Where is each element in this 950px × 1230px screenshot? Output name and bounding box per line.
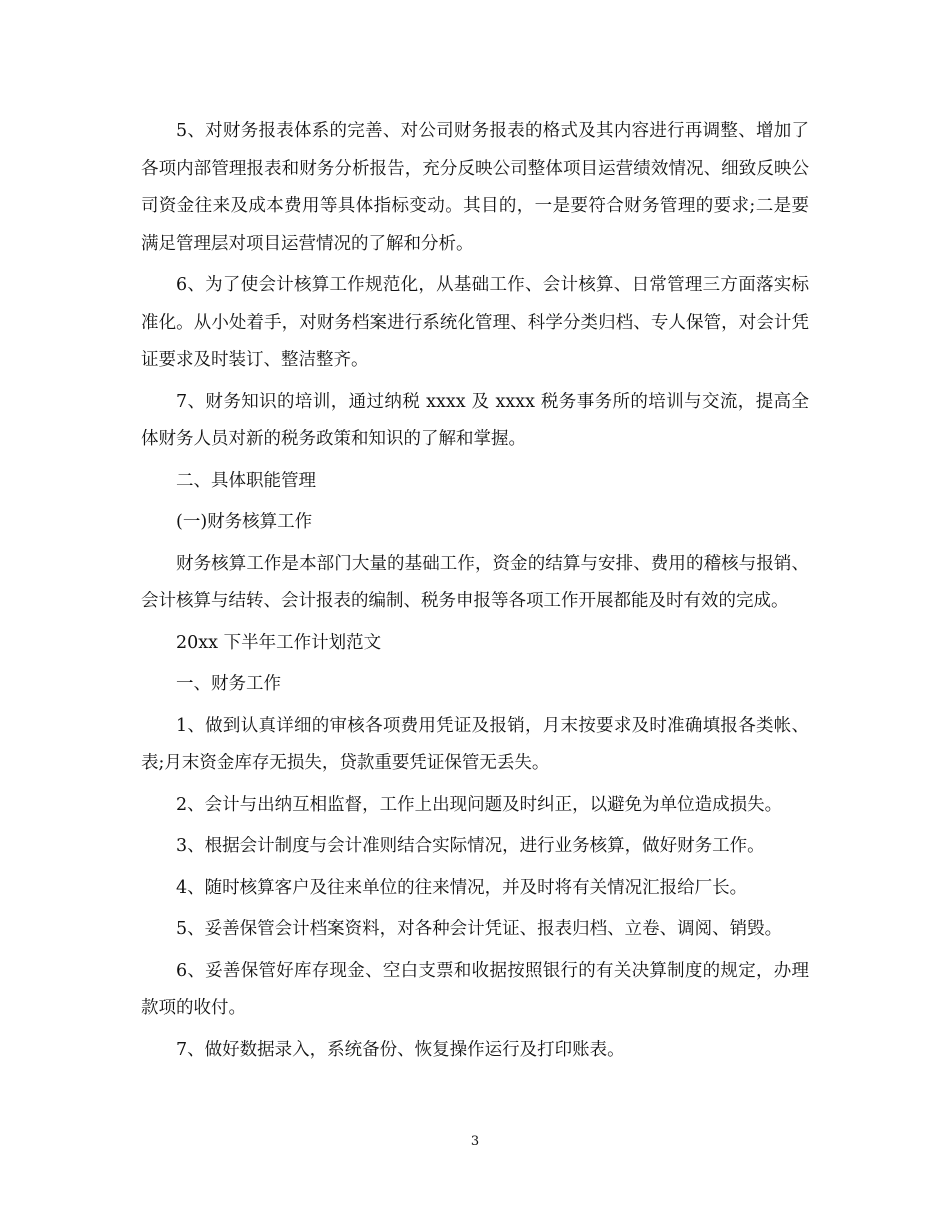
document-body bbox=[141, 113, 809, 1073]
plan-item-1: 1、做到认真详细的审核各项费用凭证及报销，月末按要求及时准确填报各类帐、表;月末资金库存无损失，贷款重要凭证保管无丢失。 bbox=[141, 715, 809, 773]
plan-title: 20xx 下半年工作计划范文 bbox=[176, 632, 382, 653]
plan-item-2: 2、会计与出纳互相监督，工作上出现问题及时纠正，以避免为单位造成损失。 bbox=[176, 794, 783, 815]
plan-item-6: 6、妥善保管好库存现金、空白支票和收据按照银行的有关决算制度的规定，办理款项的收付。 bbox=[141, 960, 809, 1018]
subsection-heading-accounting: (一)财务核算工作 bbox=[176, 512, 313, 532]
plan-item-5: 5、妥善保管会计档案资料，对各种会计凭证、报表归档、立卷、调阅、销毁。 bbox=[176, 919, 783, 939]
paragraph-item-7-training: 7、财务知识的培训，通过纳税 xxxx 及 xxxx 税务事务所的培训与交流，提高全体财务人员对新的税务政策和知识的了解和掌握。 bbox=[141, 391, 809, 449]
plan-item-7: 7、做好数据录入，系统备份、恢复操作运行及打印账表。 bbox=[176, 1039, 625, 1060]
paragraph-item-5-report-system: 5、对财务报表体系的完善、对公司财务报表的格式及其内容进行再调整、增加了各项内部管理报表和财务分析报告，充分反映公司整体项目运营绩效情况、细致反映公司资金往来及成本费用等具体指标变动。其目的，一是要符合财务管理的要求;二是要满足管理层对项目运营情况的了解和分析。 bbox=[141, 121, 809, 254]
page-number: 3 bbox=[470, 1134, 480, 1149]
paragraph-accounting-work: 财务核算工作是本部门大量的基础工作，资金的结算与安排、费用的稽核与报销、会计核算与结转、会计报表的编制、税务申报等各项工作开展都能及时有效的完成。 bbox=[141, 553, 809, 611]
paragraph-item-6-standardization: 6、为了使会计核算工作规范化，从基础工作、会计核算、日常管理三方面落实标准化。从小处着手，对财务档案进行系统化管理、科学分类归档、专人保管，对会计凭证要求及时装订、整洁整齐。 bbox=[141, 275, 809, 370]
plan-item-3: 3、根据会计制度与会计准则结合实际情况，进行业务核算，做好财务工作。 bbox=[176, 836, 765, 856]
section-heading-finance-work: 一、财务工作 bbox=[176, 674, 281, 694]
plan-item-4: 4、随时核算客户及往来单位的往来情况，并及时将有关情况汇报给厂长。 bbox=[176, 877, 748, 898]
section-heading-function-management: 二、具体职能管理 bbox=[176, 470, 316, 491]
